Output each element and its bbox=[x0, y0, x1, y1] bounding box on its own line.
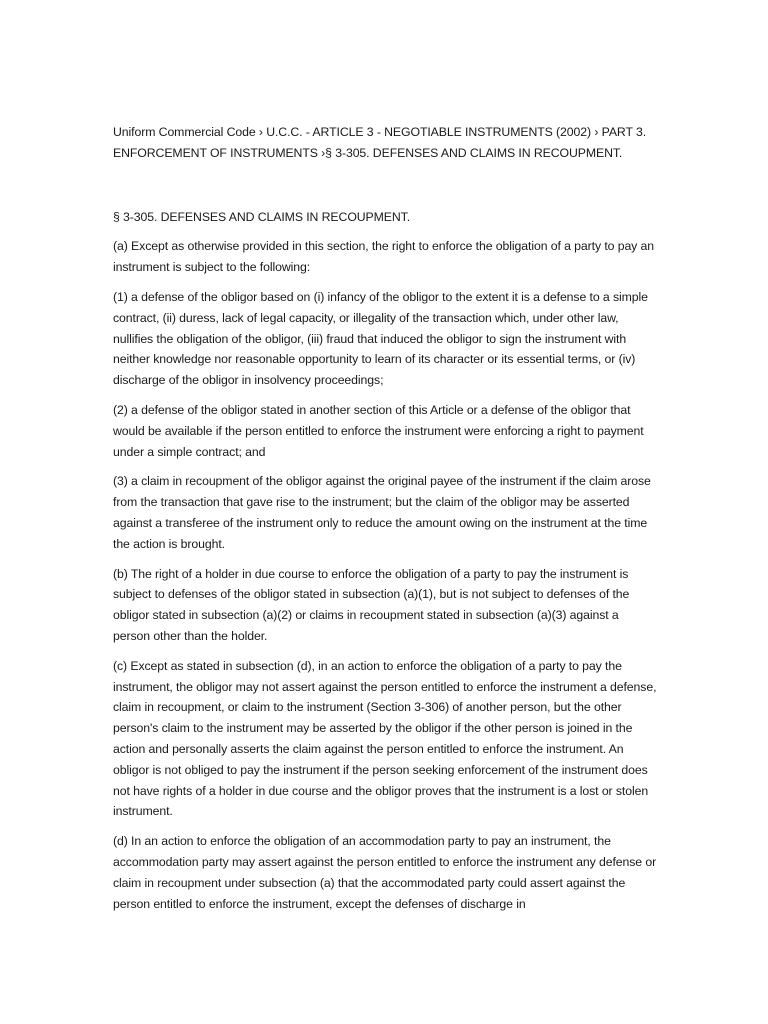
paragraph-b: (b) The right of a holder in due course to enforce the obligation of a party to pay the instrument is subject to defenses of the obligor stated in subsection (a)(1), but is not subject to defenses of the obligor stated in subsection (a)(2) or claims in recoupment stated in subsection (a)(3) against a person other than the holder. bbox=[113, 566, 630, 643]
paragraph-a3: (3) a claim in recoupment of the obligor against the original payee of the instrument if the claim arose from the transaction that gave rise to the instrument; but the claim of the obligor may be asserted against a transferee of the instrument only to reduce the amount owing on the instrument at the time the action is brought. bbox=[113, 474, 651, 551]
paragraph-c: (c) Except as stated in subsection (d), in an action to enforce the obligation of a party to pay the instrument, the obligor may not assert against the person entitled to enforce the instrument a defense, claim in recoupment, or claim to the instrument (Section 3-306) of another person, but the other person's claim to the instrument may be asserted by the obligor if the other person is joined in the action and personally asserts the claim against the person entitled to enforce the instrument. An obligor is not obliged to pay the instrument if the person seeking enforcement of the instrument does not have rights of a holder in due course and the obligor proves that the instrument is a lost or stolen instrument. bbox=[113, 658, 657, 819]
section-heading: § 3-305. DEFENSES AND CLAIMS IN RECOUPMENT. bbox=[113, 209, 411, 224]
document-page bbox=[113, 122, 658, 914]
paragraph-a2: (2) a defense of the obligor stated in another section of this Article or a defense of the obligor that would be available if the person entitled to enforce the instrument were enforcing a right to payment under a simple contract; and bbox=[113, 402, 644, 459]
paragraph-a1: (1) a defense of the obligor based on (i) infancy of the obligor to the extent it is a defense to a simple contract, (ii) duress, lack of legal capacity, or illegality of the transaction which, under other law, nullifies the obligation of the obligor, (iii) fraud that induced the obligor to sign the instrument with neither knowledge nor reasonable opportunity to learn of its character or its essential terms, or (iv) discharge of the obligor in insolvency proceedings; bbox=[113, 289, 648, 388]
breadcrumb: Uniform Commercial Code › U.C.C. - ARTICLE 3 - NEGOTIABLE INSTRUMENTS (2002) › PART 3. ENFORCEMENT OF INSTRUMENTS ›§ 3-305. DEFENSES AND CLAIMS IN RECOUPMENT. bbox=[113, 125, 647, 160]
paragraph-a: (a) Except as otherwise provided in this section, the right to enforce the obligation of a party to pay an instrument is subject to the following: bbox=[113, 239, 655, 275]
paragraph-d: (d) In an action to enforce the obligation of an accommodation party to pay an instrument, the accommodation party may assert against the person entitled to enforce the instrument any defense or claim in recoupment under subsection (a) that the accommodated party could assert against the person entitled to enforce the instrument, except the defenses of discharge in bbox=[113, 834, 657, 911]
